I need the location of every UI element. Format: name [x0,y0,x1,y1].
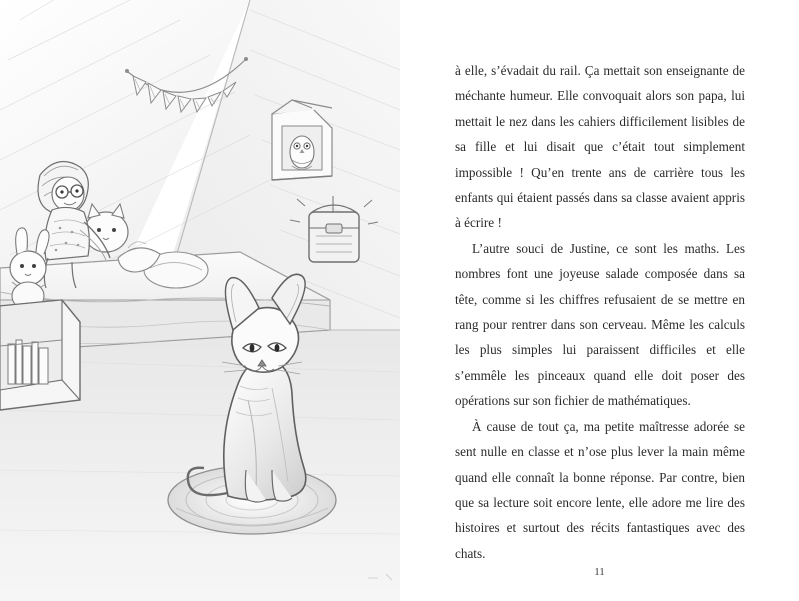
paragraph-2: L’autre souci de Justine, ce sont les maths. Les nombres font une joyeuse salade composée dans sa tête, comme si les chiffres refusaient de se mettre en rang pour rentrer dans son cerveau. Même les calculs les plus simples lui paraissent difficiles et elle s’emmêle les pinceaux quand elle doit poser des opérations sur son fichier de mathématiques. [455,240,745,409]
paragraph-1: à elle, s’évadait du rail. Ça mettait son enseignante de méchante humeur. Elle convoquait alors son papa, lui mettait le nez dans les cahiers difficilement lisibles de sa fille et lui disait que c’était tout simplement impossible ! Qu’en trente ans de carrière tous les enfants qui étaient passés dans sa classe avaient appris à écrire ! [455,63,745,231]
page-number: 11 [594,566,605,578]
page-right-text [400,0,799,601]
body-text [455,58,745,566]
paragraph-3: À cause de tout ça, ma petite maîtresse adorée se sent nulle en classe et n’ose plus lever la main même quand elle connaît la bonne réponse. Par contre, bien que sa lecture soit encore lente, elle adore me lire des histoires et surtout des récits fantastiques avec des chats. [455,418,745,561]
bookshelf-cube [0,300,80,410]
